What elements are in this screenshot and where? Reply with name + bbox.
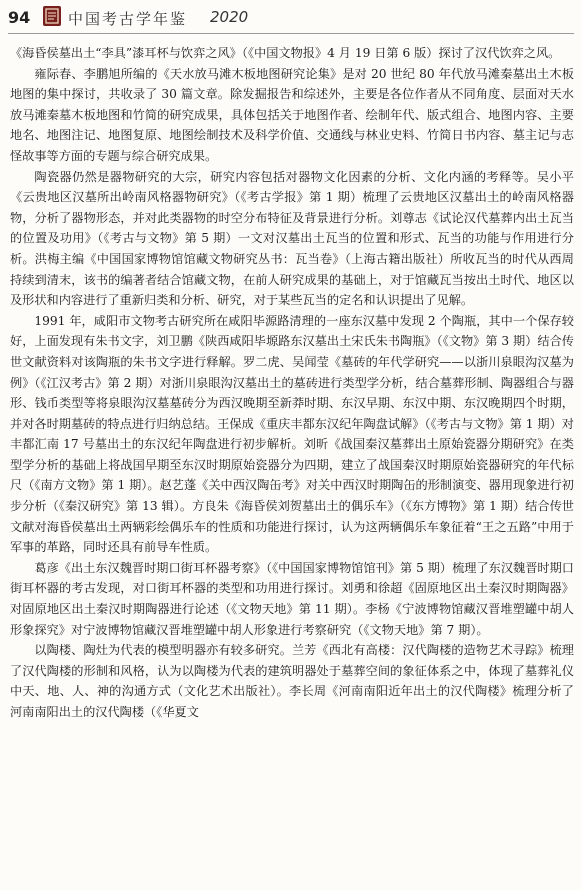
- book-seal-icon: [42, 5, 62, 27]
- paragraph: 《海昏侯墓出土“李具”漆耳杯与饮弈之风》（《中国文物报》4 月 19 日第 6 版）探讨了汉代饮弈之风。: [10, 46, 561, 60]
- paragraph: 以陶楼、陶灶为代表的模型明器亦有较多研究。兰芳《西北有高楼：汉代陶楼的造物艺术寻踪》梳理了汉代陶楼的形制和风格，认为以陶楼为代表的建筑明器处于墓葬空间的象征体系之中，体现了墓葬礼仪中天、地、人、神的沟通方式（文化艺术出版社）。李长周《河南南阳近年出土的汉代陶楼》梳理分析了河南南阳出土的汉代陶楼（《华夏文: [10, 643, 574, 719]
- header-divider: [8, 33, 574, 34]
- paragraph: 陶瓷器仍然是器物研究的大宗，研究内容包括对器物文化因素的分析、文化内涵的考释等。吴小平《云贵地区汉墓所出岭南风格器物研究》（《考古学报》第 1 期）梳理了云贵地区汉墓出土的岭南风格器物，分析了器物形态，并对此类器物的时空分布特征及背景进行分析。刘尊志《试论汉代墓葬内出土瓦当的位置及功用》（《考古与文物》第 5 期）一文对汉墓出土瓦当的位置和形式、瓦当的功能与作用进行分析。洪梅主编《中国国家博物馆馆藏文物研究丛书：瓦当卷》（上海古籍出版社）所收瓦当的时代从西周持续到清末，该书的编著者结合馆藏文物，在前人研究成果的基础上，对于馆藏瓦当按出土时代、地区以及形状和内容进行了重新归类和分析、研究，对于某些瓦当的定名和认识提出了见解。: [10, 169, 574, 308]
- article-body: [10, 43, 574, 723]
- yearbook-title: 中国考古学年鉴: [68, 10, 188, 28]
- yearbook-year: 2020: [210, 8, 249, 26]
- running-header: [0, 0, 582, 40]
- paragraph: 雍际春、李鹏旭所编的《天水放马滩木板地图研究论集》是对 20 世纪 80 年代放马滩秦墓出土木板地图的集中探讨，共收录了 30 篇文章。除发掘报告和综述外，主要是各位作者从不同角度、层面对天水放马滩秦墓木板地图和竹简的研究成果，具体包括关于地图作者、绘制年代、版式组合、地图内容、主要地名、地图注记、地图复原、地图绘制技术及科学价值、交通线与林业史料、竹简日书内容、墓主记与志怪故事等方面的专题与综合研究成果。: [10, 66, 574, 163]
- paragraph: 葛彦《出土东汉魏晋时期口街耳杯器考察》（《中国国家博物馆馆刊》第 5 期）梳理了东汉魏晋时期口街耳杯器的考古发现，对口街耳杯器的类型和功用进行探讨。刘勇和徐超《固原地区出土秦汉时期陶器》对固原地区出土秦汉时期陶器进行论述（《文物天地》第 11 期）。李杨《宁波博物馆藏汉晋堆塑罐中胡人形象探究》对宁波博物馆藏汉晋堆塑罐中胡人形象进行考察研究（《文物天地》第 7 期）。: [10, 560, 574, 637]
- paragraph: 1991 年，咸阳市文物考古研究所在咸阳毕源路清理的一座东汉墓中发现 2 个陶瓶，其中一个保存较好，上面发现有朱书文字，刘卫鹏《陕西咸阳毕塬路东汉墓出土宋氏朱书陶瓶》（《文物》第 3 期）结合传世文献资料对该陶瓶的朱书文字进行释解。罗二虎、吴闻莹《墓砖的年代学研究——以浙川泉眼沟汉墓为例》（《江汉考古》第 2 期）对浙川泉眼沟汉墓出土的墓砖进行类型学分析，结合墓葬形制、陶器组合与器形、钱币类型等将泉眼沟汉墓墓砖分为西汉晚期至新莽时期、东汉早期、东汉中期、东汉晚期四个时期，并对各时期墓砖的特点进行归纳总结。王保成《重庆丰都东汉纪年陶盘试解》（《考古与文物》第 1 期）对丰都汇南 17 号墓出土的东汉纪年陶盘进行初步解析。刘昕《战国秦汉墓葬出土原始瓷器分期研究》在类型学分析的基础上将战国早期至东汉时期原始瓷器分为四期，建立了战国秦汉时期原始瓷器研究的年代标尺（《南方文物》第 1 期）。赵艺蓬《关中西汉陶缶考》对关中西汉时期陶缶的形制演变、器用现象进行初步分析（《秦汉研究》第 13 辑）。方良朱《海昏侯刘贺墓出土的偶乐车》（《东方博物》第 1 期）结合传世文献对海昏侯墓出土两辆彩绘偶乐车的性质和功能进行探讨，认为这两辆偶乐车象征着“王之五路”中用于军事的革路，同时还具有前导车性质。: [10, 313, 574, 555]
- page-number: 94: [8, 8, 31, 27]
